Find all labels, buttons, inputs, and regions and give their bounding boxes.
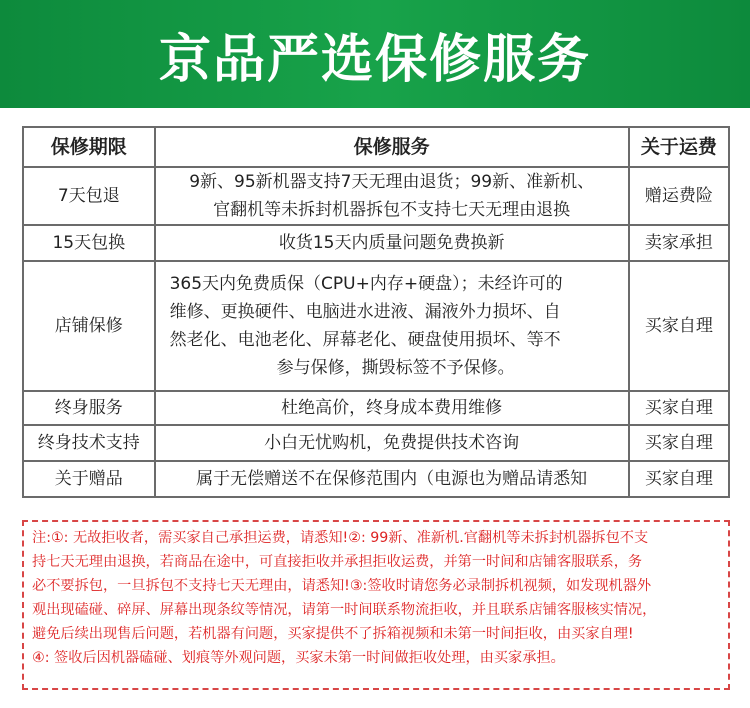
service-cell bbox=[155, 391, 629, 425]
service-cell bbox=[155, 261, 629, 391]
shipping-cell: 买家自理 bbox=[629, 261, 729, 391]
table-row bbox=[23, 391, 729, 425]
service-line: 维修、更换硬件、电脑进水进液、漏液外力损坏、自 bbox=[169, 302, 561, 322]
period-cell: 终身服务 bbox=[23, 391, 155, 425]
service-line: 然老化、电池老化、屏幕老化、硬盘使用损坏、等不 bbox=[169, 330, 561, 350]
warranty-table bbox=[22, 126, 730, 498]
service-line: 收货15天内质量问题免费换新 bbox=[278, 233, 505, 253]
period-cell: 终身技术支持 bbox=[23, 425, 155, 461]
header-banner bbox=[0, 0, 750, 108]
service-cell bbox=[155, 425, 629, 461]
table-row bbox=[23, 225, 729, 261]
period-cell: 15天包换 bbox=[23, 225, 155, 261]
service-line: 参与保修，撕毁标签不予保修。 bbox=[276, 358, 515, 378]
note-line: 观出现磕碰、碎屏、屏幕出现条纹等情况，请第一时间联系物流拒收，并且联系店铺客服核实情况， bbox=[32, 602, 657, 618]
note-line: 必不要拆包，一旦拆包不支持七天无理由，请悉知!③:签收时请您务必录制拆机视频，如发现机器外 bbox=[32, 578, 652, 594]
service-line: 9新、95新机器支持7天无理由退货；99新、准新机、 bbox=[189, 172, 595, 192]
table-row bbox=[23, 167, 729, 225]
table-header-row bbox=[23, 127, 729, 167]
note-line: ④: 签收后因机器磕碰、划痕等外观问题，买家未第一时间做拒收处理，由买家承担。 bbox=[32, 650, 565, 666]
shipping-cell: 赠运费险 bbox=[629, 167, 729, 225]
page-title: 京品严选保修服务 bbox=[158, 29, 591, 90]
table-row bbox=[23, 461, 729, 497]
period-cell: 7天包退 bbox=[23, 167, 155, 225]
service-line: 属于无偿赠送不在保修范围内（电源也为赠品请悉知 bbox=[196, 469, 588, 489]
header-period: 保修期限 bbox=[23, 127, 155, 167]
header-service: 保修服务 bbox=[155, 127, 629, 167]
table-row bbox=[23, 425, 729, 461]
header-shipping: 关于运费 bbox=[629, 127, 729, 167]
service-line: 小白无忧购机，免费提供技术咨询 bbox=[264, 433, 520, 453]
note-line: 注:①: 无故拒收者，需买家自己承担运费，请悉知!②: 99新、准新机.官翻机等未拆封机器拆包不支 bbox=[32, 530, 649, 546]
note-line: 持七天无理由退换，若商品在途中，可直接拒收并承担拒收运费，并第一时间和店铺客服联系，务 bbox=[32, 554, 643, 570]
period-cell: 店铺保修 bbox=[23, 261, 155, 391]
service-cell bbox=[155, 167, 629, 225]
notes-box bbox=[22, 520, 730, 690]
shipping-cell: 买家自理 bbox=[629, 425, 729, 461]
table-row bbox=[23, 261, 729, 391]
service-line: 官翻机等未拆封机器拆包不支持七天无理由退换 bbox=[213, 200, 571, 220]
shipping-cell: 卖家承担 bbox=[629, 225, 729, 261]
service-cell bbox=[155, 225, 629, 261]
period-cell: 关于赠品 bbox=[23, 461, 155, 497]
shipping-cell: 买家自理 bbox=[629, 391, 729, 425]
note-line: 避免后续出现售后问题，若机器有问题，买家提供不了拆箱视频和未第一时间拒收，由买家自理! bbox=[32, 626, 634, 642]
service-cell bbox=[155, 461, 629, 497]
service-line: 杜绝高价，终身成本费用维修 bbox=[281, 398, 503, 418]
shipping-cell: 买家自理 bbox=[629, 461, 729, 497]
service-line: 365天内免费质保（CPU+内存+硬盘）；未经许可的 bbox=[169, 274, 563, 294]
